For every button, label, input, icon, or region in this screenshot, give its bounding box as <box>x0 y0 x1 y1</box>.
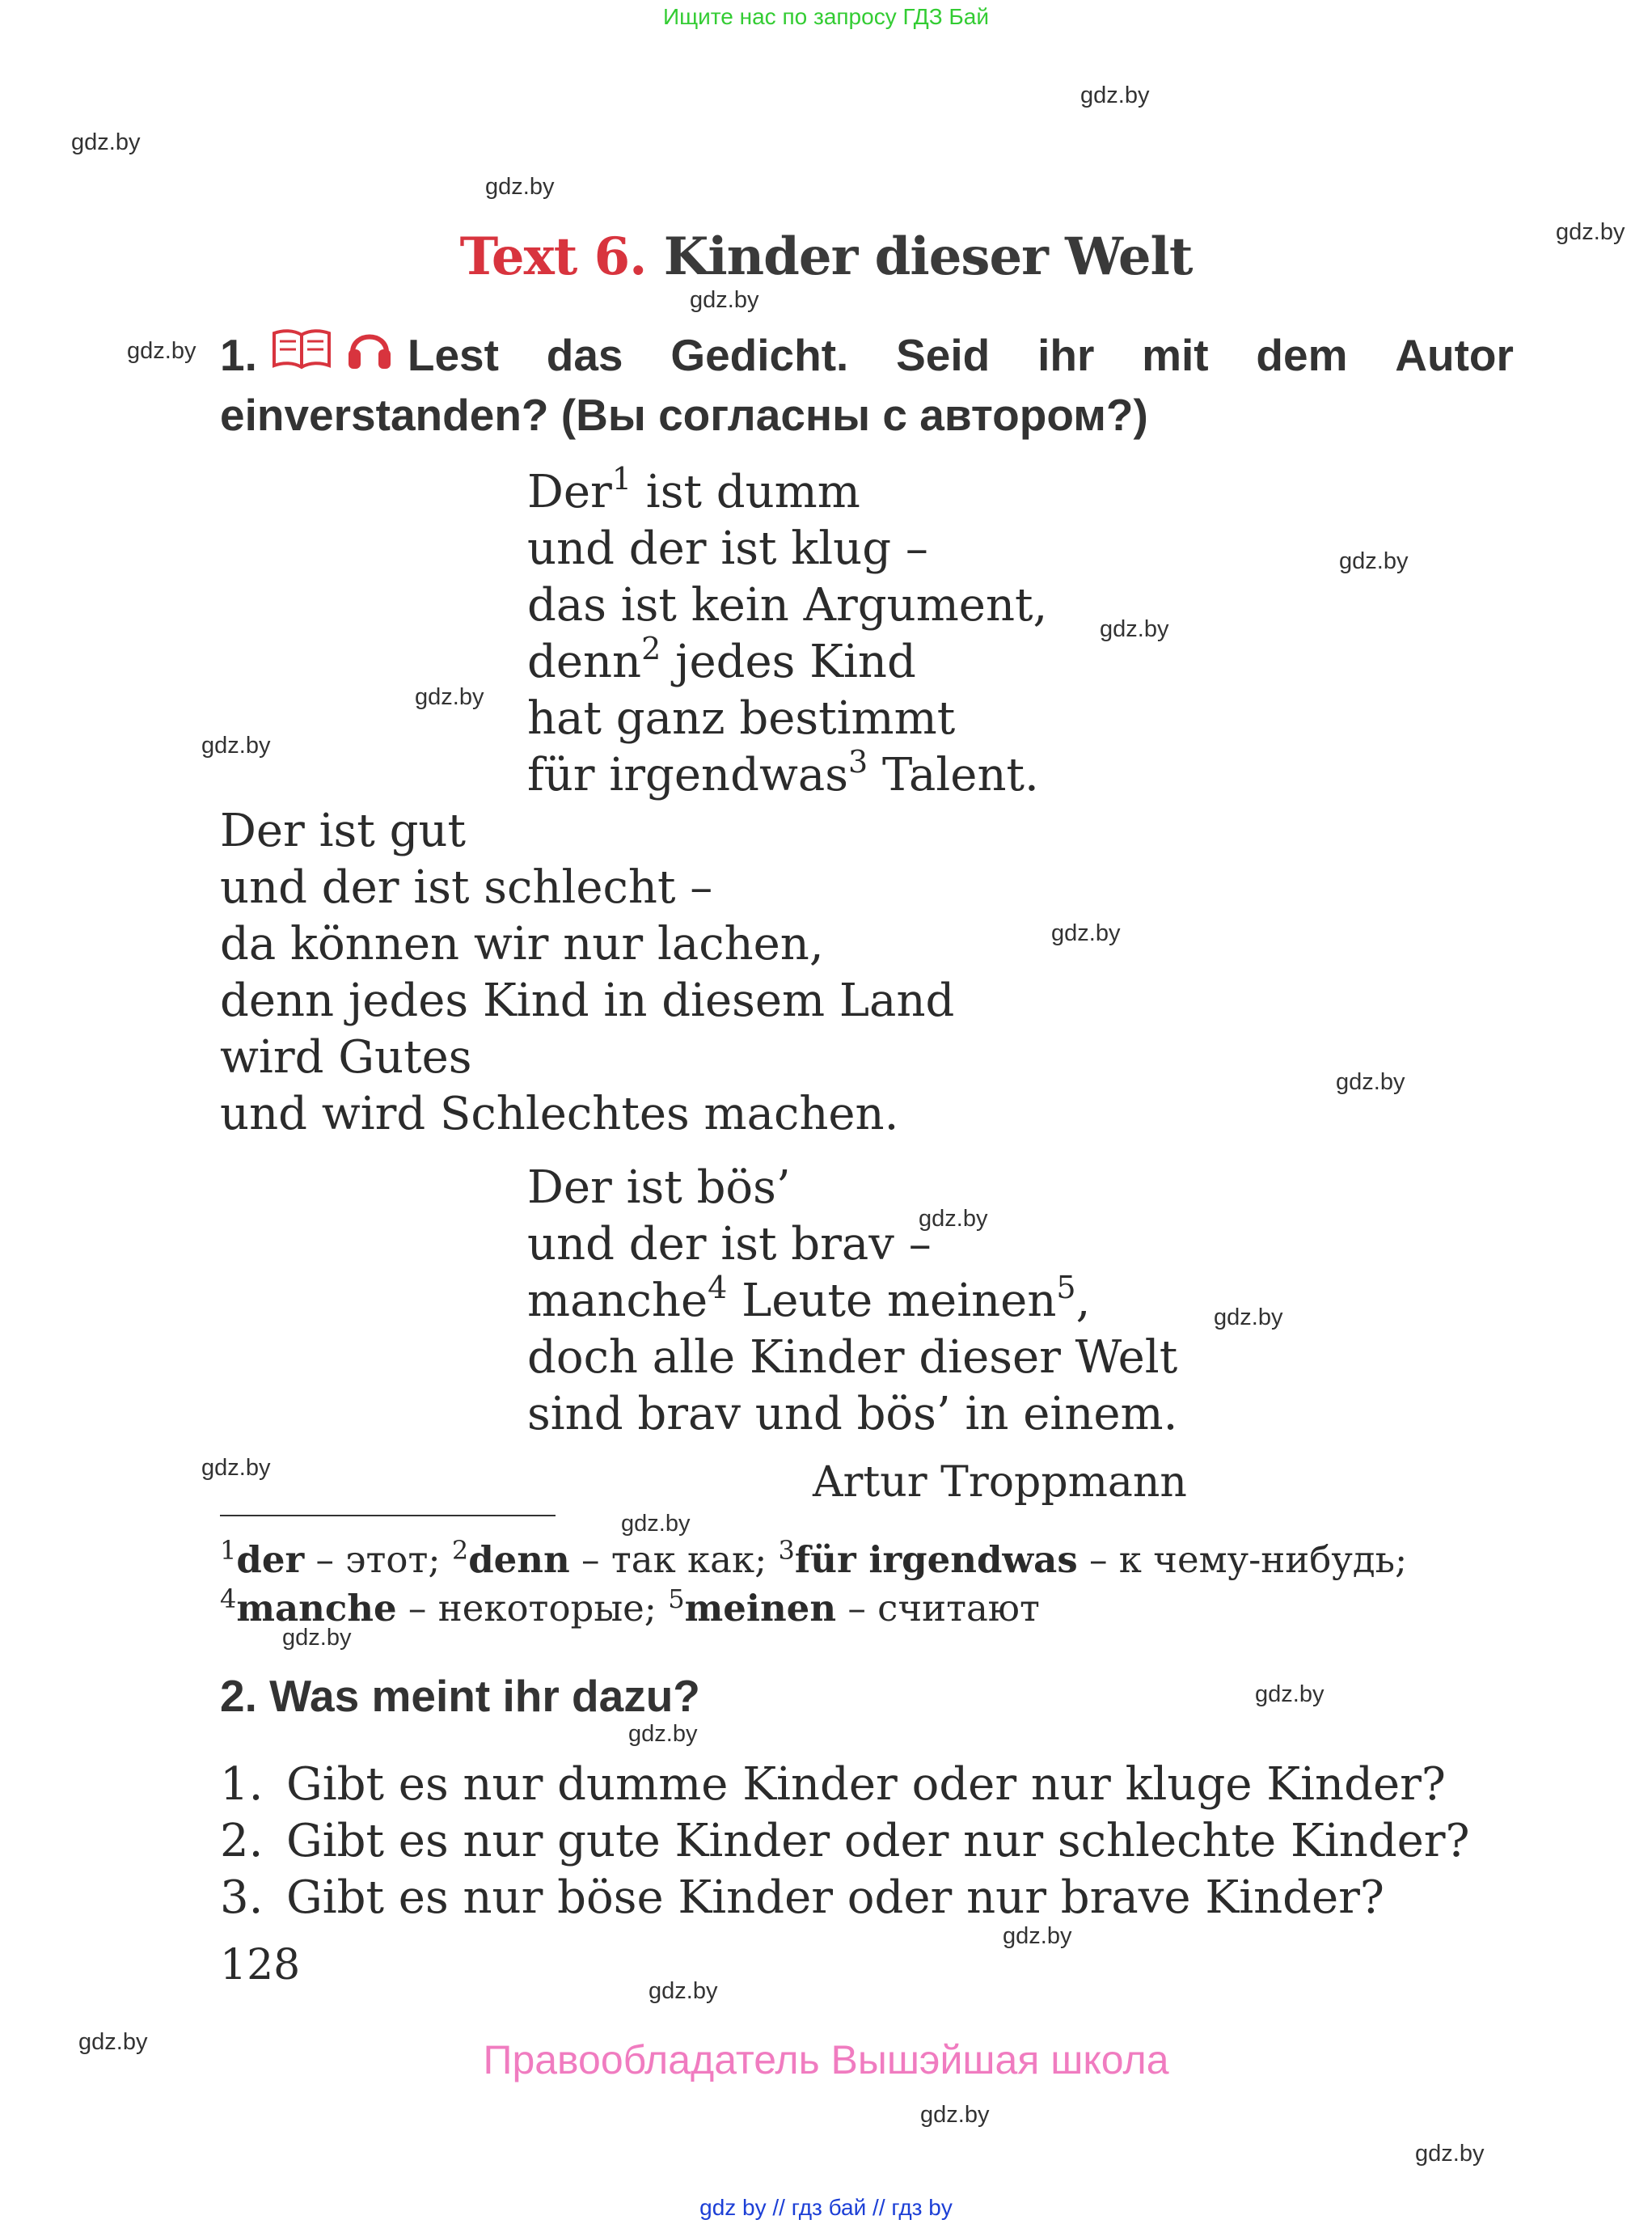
book-icon <box>272 326 332 384</box>
watermark: gdz.by <box>649 1978 718 2004</box>
watermark: gdz.by <box>920 2102 990 2128</box>
page-number: 128 <box>220 1941 301 1989</box>
poem-line: hat ganz bestimmt <box>527 692 956 745</box>
watermark: gdz.by <box>690 287 759 313</box>
watermark: gdz.by <box>485 174 555 200</box>
watermark: gdz.by <box>919 1206 988 1232</box>
watermark: gdz.by <box>71 129 141 155</box>
poem-line: das ist kein Argument, <box>527 579 1048 632</box>
footnote-divider <box>220 1515 556 1516</box>
task-1-word: Seid <box>896 329 991 380</box>
poem-author: Artur Troppmann <box>813 1458 1187 1507</box>
task-2-heading: 2. Was meint ihr dazu? <box>220 1671 700 1721</box>
footnotes <box>220 1536 1407 1633</box>
title-main: Kinder dieser Welt <box>663 226 1193 287</box>
poem-line: denn jedes Kind in diesem Land <box>220 975 955 1027</box>
poem-stanza-3 <box>527 1160 1177 1443</box>
watermark: gdz.by <box>201 1455 271 1481</box>
task-1-lead <box>220 323 499 386</box>
watermark: gdz.by <box>415 684 484 710</box>
task-1-word: Autor <box>1395 329 1514 380</box>
poem-line: Der ist bös’ <box>527 1161 791 1214</box>
poem-line: und der ist schlecht – <box>220 861 713 914</box>
poem-line: sind brav und bös’ in einem. <box>527 1388 1178 1440</box>
poem-line: und wird Schlechtes machen. <box>220 1088 899 1140</box>
watermark: gdz.by <box>1336 1069 1405 1095</box>
task-1-line-1 <box>220 323 1514 386</box>
poem-line: da können wir nur lachen, <box>220 918 824 970</box>
watermark: gdz.by <box>1003 1923 1072 1949</box>
task-1-word: Gedicht. <box>670 329 849 380</box>
poem-line: wird Gutes <box>220 1031 472 1084</box>
poem-line: Der ist gut <box>220 805 466 857</box>
watermark: gdz.by <box>1339 548 1409 574</box>
poem-line: Der$^1$ ist dumm <box>527 461 860 518</box>
watermark: gdz.by <box>1100 616 1169 642</box>
page-title <box>0 226 1652 287</box>
poem-stanza-1 <box>527 461 1048 804</box>
poem-line: für irgendwas$^3$ Talent. <box>527 744 1039 801</box>
watermark: gdz.by <box>1415 2141 1485 2167</box>
question-item: 1. Gibt es nur dumme Kinder oder nur kluge Kinder? <box>220 1758 1446 1811</box>
task-1 <box>220 323 1514 444</box>
watermark: gdz.by <box>1214 1304 1283 1330</box>
watermark: gdz.by <box>78 2029 148 2055</box>
task-1-word: Lest <box>407 329 499 380</box>
watermark: gdz.by <box>282 1625 352 1651</box>
watermark: gdz.by <box>628 1721 698 1747</box>
task-2-questions <box>220 1757 1470 1926</box>
task-1-line-2: einverstanden? (Вы согласны с автором?) <box>220 390 1148 440</box>
watermark: gdz.by <box>1080 82 1150 108</box>
watermark: gdz.by <box>621 1511 691 1537</box>
watermark: gdz.by <box>1051 920 1121 946</box>
poem-line: und der ist klug – <box>527 522 928 575</box>
task-1-number: 1. <box>220 329 257 380</box>
task-1-word: ihr <box>1037 329 1095 380</box>
question-item: 2. Gibt es nur gute Kinder oder nur schlechte Kinder? <box>220 1815 1470 1867</box>
task-1-word: das <box>546 329 623 380</box>
top-banner: Ищите нас по запросу ГДЗ Бай <box>662 4 990 29</box>
watermark: gdz.by <box>1556 219 1625 245</box>
question-item: 3. Gibt es nur böse Kinder oder nur brave Kinder? <box>220 1871 1384 1924</box>
poem-line: denn$^2$ jedes Kind <box>527 631 916 688</box>
watermark: gdz.by <box>127 338 196 364</box>
poem-stanza-2 <box>220 803 954 1143</box>
watermark: gdz.by <box>1255 1681 1325 1707</box>
poem-line: manche$^4$ Leute meinen$^5$, <box>527 1270 1091 1327</box>
footer-links[interactable]: gdz by // гдз бай // гдз by <box>699 2195 953 2220</box>
footnote-line: $^4$manche – некоторые; $^5$meinen – считают <box>220 1583 1040 1630</box>
headphones-icon <box>346 323 393 386</box>
footnote-line: $^1$der – этот; $^2$denn – так как; $^3$für irgendwas – к чему-нибудь; <box>220 1535 1408 1581</box>
poem-line: doch alle Kinder dieser Welt <box>527 1331 1178 1384</box>
title-prefix: Text 6. <box>459 226 647 287</box>
poem-line: und der ist brav – <box>527 1218 932 1271</box>
task-1-word: dem <box>1256 329 1348 380</box>
task-1-word: mit <box>1142 329 1209 380</box>
watermark: gdz.by <box>201 733 271 759</box>
rights-holder: Правообладатель Вышэйшая школа <box>483 2037 1169 2082</box>
